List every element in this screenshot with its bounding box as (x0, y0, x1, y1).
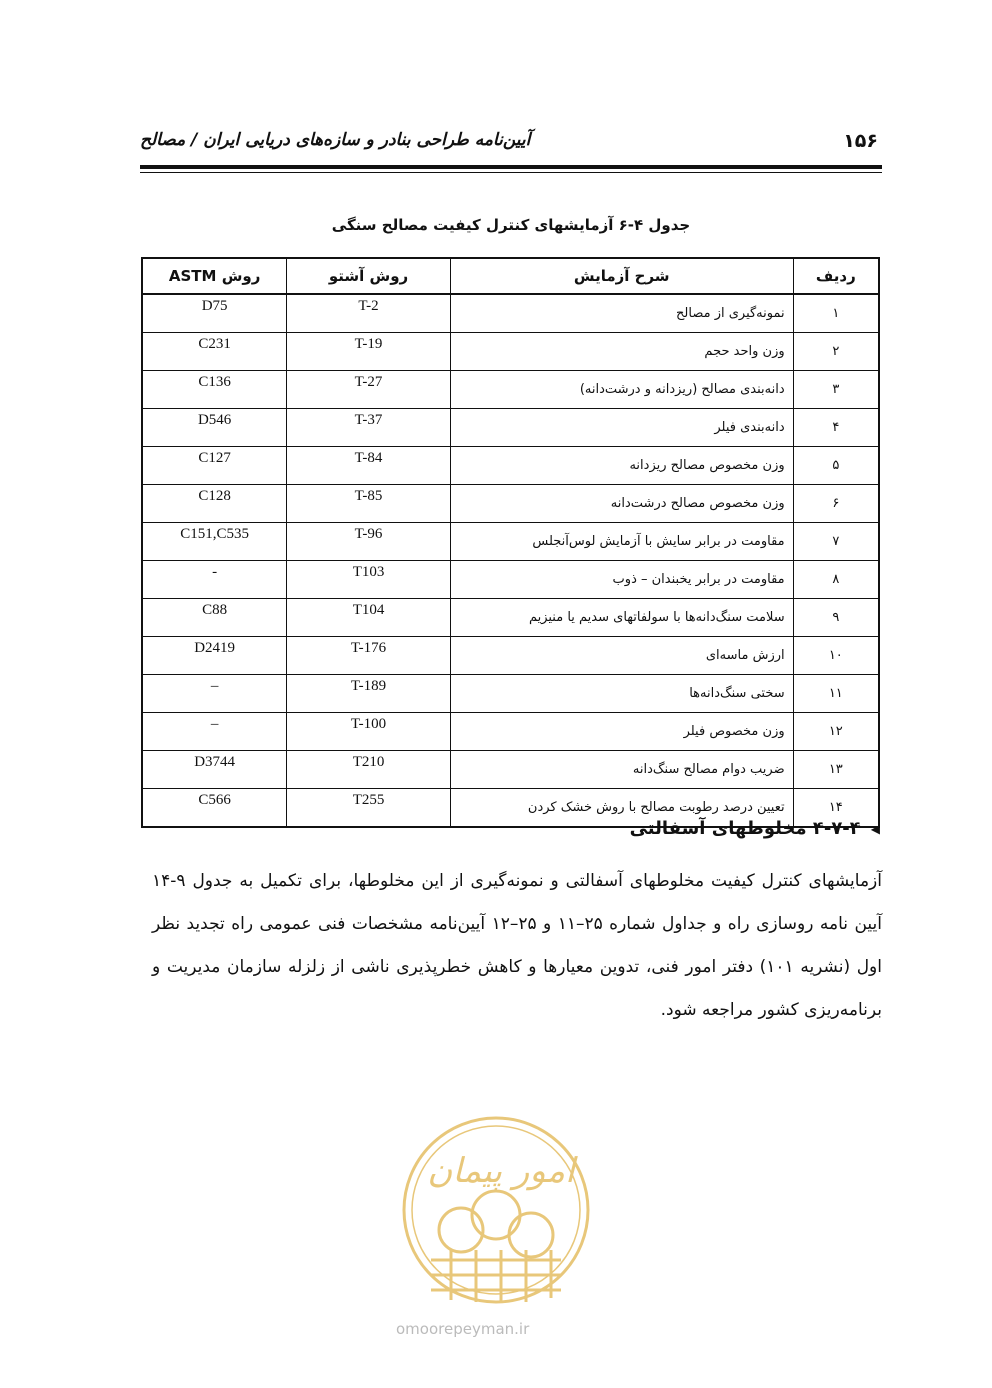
cell-desc: مقاومت در برابر یخبندان – ذوب (450, 561, 793, 599)
cell-num: ۱۳ (793, 751, 879, 789)
header-rule-thin (140, 172, 882, 173)
cell-aashto: T210 (287, 751, 451, 789)
table-row (142, 409, 879, 447)
cell-num: ۶ (793, 485, 879, 523)
section-heading (630, 818, 880, 839)
table-row (142, 485, 879, 523)
cell-desc: ارزش ماسه‌ای (450, 637, 793, 675)
header-num: ردیف (793, 258, 879, 294)
body-paragraph: آزمایشهای کنترل کیفیت مخلوطهای آسفالتی و نمونه‌گیری از این مخلوطها، برای تکمیل به جدول ۹-۱۴ آیین نامه روسازی راه و جداول شماره ۲۵–۱۱ و ۲۵–۱۲ آیین‌نامه مشخصات فنی عمومی راه تجدید نظر اول (نشریه ۱۰۱) دفتر امور فنی، تدوین معیارها و کاهش خطرپذیری ناشی از زلزله سازمان مدیریت و برنامه‌ریزی کشور مراجعه شود. (152, 871, 882, 1020)
cell-desc: وزن مخصوص مصالح درشت‌دانه (450, 485, 793, 523)
cell-aashto: T103 (287, 561, 451, 599)
cell-aashto: T-176 (287, 637, 451, 675)
cell-aashto: T255 (287, 789, 451, 828)
cell-num: ۷ (793, 523, 879, 561)
table-row (142, 713, 879, 751)
table-row (142, 675, 879, 713)
cell-astm: – (142, 675, 287, 713)
table-row (142, 637, 879, 675)
cell-aashto: T-19 (287, 333, 451, 371)
cell-num: ۱ (793, 294, 879, 333)
cell-desc: ضریب دوام مصالح سنگ‌دانه (450, 751, 793, 789)
cell-astm: C127 (142, 447, 287, 485)
cell-astm: C88 (142, 599, 287, 637)
watermark-logo (391, 1110, 601, 1310)
cell-num: ۸ (793, 561, 879, 599)
cell-desc: دانه‌بندی فیلر (450, 409, 793, 447)
cell-num: ۳ (793, 371, 879, 409)
table-row (142, 561, 879, 599)
table-row (142, 523, 879, 561)
cell-aashto: T-85 (287, 485, 451, 523)
cell-astm: - (142, 561, 287, 599)
section-heading-text: ۴-۷-۴ مخلوطهای آسفالتی (629, 818, 861, 839)
cell-desc: سلامت سنگ‌دانه‌ها با سولفاتهای سدیم یا منیزیم (450, 599, 793, 637)
cell-num: ۵ (793, 447, 879, 485)
page-header (140, 124, 882, 158)
table-row (142, 333, 879, 371)
cell-astm: C566 (142, 789, 287, 828)
cell-desc: وزن مخصوص فیلر (450, 713, 793, 751)
cell-aashto: T-27 (287, 371, 451, 409)
header-desc: شرح آزمایش (450, 258, 793, 294)
cell-astm: D75 (142, 294, 287, 333)
table-row (142, 447, 879, 485)
table-header-row (142, 258, 879, 294)
cell-astm: C128 (142, 485, 287, 523)
header-rule-thick (140, 165, 882, 169)
cell-aashto: T-2 (287, 294, 451, 333)
page-number: ۱۵۶ (843, 130, 878, 152)
cell-num: ۴ (793, 409, 879, 447)
table-caption: جدول ۴-۶ آزمایشهای کنترل کیفیت مصالح سنگی (331, 216, 691, 234)
cell-aashto: T-189 (287, 675, 451, 713)
cell-desc: نمونه‌گیری از مصالح (450, 294, 793, 333)
table-row (142, 371, 879, 409)
bullet-triangle-icon: ◀ (870, 821, 880, 836)
cell-aashto: T104 (287, 599, 451, 637)
table-row (142, 294, 879, 333)
cell-num: ۲ (793, 333, 879, 371)
cell-astm: D546 (142, 409, 287, 447)
cell-astm: D3744 (142, 751, 287, 789)
cell-astm: C136 (142, 371, 287, 409)
running-title: آیین‌نامه طراحی بنادر و سازه‌های دریایی ایران / مصالح (140, 130, 531, 150)
cell-aashto: T-96 (287, 523, 451, 561)
cell-aashto: T-100 (287, 713, 451, 751)
cell-desc: تعیین درصد رطوبت مصالح با روش خشک کردن (450, 789, 793, 828)
cell-aashto: T-84 (287, 447, 451, 485)
cell-num: ۱۴ (793, 789, 879, 828)
cell-aashto: T-37 (287, 409, 451, 447)
table-row (142, 751, 879, 789)
cell-num: ۱۰ (793, 637, 879, 675)
cell-astm: C151,C535 (142, 523, 287, 561)
cell-desc: دانه‌بندی مصالح (ریزدانه و درشت‌دانه) (450, 371, 793, 409)
cell-num: ۹ (793, 599, 879, 637)
cell-astm: D2419 (142, 637, 287, 675)
cell-desc: وزن واحد حجم (450, 333, 793, 371)
cell-num: ۱۲ (793, 713, 879, 751)
watermark-logo-text: امور پیمان (427, 1151, 575, 1191)
cell-astm: – (142, 713, 287, 751)
cell-desc: مقاومت در برابر سایش با آزمایش لوس‌آنجلس (450, 523, 793, 561)
table-row (142, 599, 879, 637)
cell-desc: سختی سنگ‌دانه‌ها (450, 675, 793, 713)
watermark-site: omoorepeyman.ir (396, 1320, 530, 1338)
cell-astm: C231 (142, 333, 287, 371)
cell-desc: وزن مخصوص مصالح ریزدانه (450, 447, 793, 485)
header-aashto: روش آشتو (287, 258, 451, 294)
header-astm: روش ASTM (142, 258, 287, 294)
cell-num: ۱۱ (793, 675, 879, 713)
tests-table (141, 257, 880, 828)
